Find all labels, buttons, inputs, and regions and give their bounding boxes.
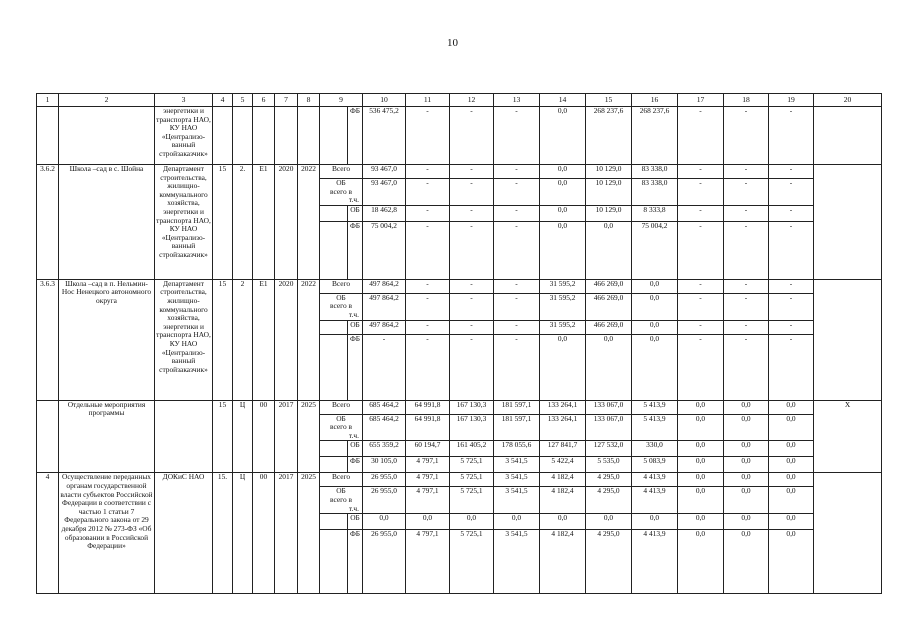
amount-cell: 5 725,1 — [450, 473, 494, 487]
funding-type: Всего — [320, 400, 363, 414]
funding-type: ОБ — [348, 320, 363, 334]
amount-cell: - — [724, 334, 769, 400]
amount-cell: - — [406, 293, 450, 320]
amount-cell: - — [406, 221, 450, 279]
executor: Департамент строительства, жилищно-коммунального хозяйства, энергетики и транспорта НАО, КУ НАО «Централизо-ванный стройзаказчик» — [155, 279, 213, 400]
amount-cell: 0,0 — [724, 457, 769, 473]
start-year: 2017 — [275, 400, 298, 473]
amount-cell: 0,0 — [363, 514, 406, 530]
amount-cell: - — [769, 221, 814, 279]
amount-cell: - — [363, 334, 406, 400]
amount-cell: - — [406, 107, 450, 165]
code-program: 15 — [213, 279, 233, 400]
column-number: 20 — [814, 94, 882, 107]
amount-cell: - — [678, 334, 724, 400]
amount-cell: 4 295,0 — [586, 530, 632, 594]
including-label: т.ч. — [348, 309, 359, 319]
amount-cell: 0,0 — [724, 414, 769, 441]
amount-cell: 8 333,8 — [632, 205, 678, 221]
amount-cell: - — [494, 320, 540, 334]
amount-cell: 497 864,2 — [363, 320, 406, 334]
amount-cell: 4 182,4 — [540, 530, 586, 594]
executor: ДОКиС НАО — [155, 473, 213, 594]
amount-cell: 127 841,7 — [540, 441, 586, 457]
item-number: 3.6.2 — [37, 165, 59, 280]
amount-cell: 0,0 — [678, 473, 724, 487]
amount-cell: 133 264,1 — [540, 414, 586, 441]
amount-cell: 4 797,1 — [406, 530, 450, 594]
amount-cell: 0,0 — [724, 473, 769, 487]
amount-cell: 0,0 — [586, 514, 632, 530]
code-subprogram: Ц — [233, 473, 253, 594]
amount-cell: 0,0 — [724, 441, 769, 457]
including-label: т.ч. — [348, 430, 359, 440]
amount-cell: 3 541,5 — [494, 487, 540, 514]
item-number — [37, 400, 59, 473]
amount-cell: - — [724, 293, 769, 320]
column-number: 7 — [275, 94, 298, 107]
amount-cell: 4 413,9 — [632, 473, 678, 487]
funding-spacer — [320, 107, 348, 165]
amount-cell: 167 130,3 — [450, 414, 494, 441]
code-subprogram: 2 — [233, 279, 253, 400]
funding-type: ОБ — [348, 514, 363, 530]
item-name: Отдельные мероприятия программы — [59, 400, 155, 473]
column-number: 8 — [298, 94, 320, 107]
amount-cell: 5 725,1 — [450, 457, 494, 473]
amount-cell: - — [494, 107, 540, 165]
amount-cell: - — [724, 179, 769, 206]
amount-cell: 497 864,2 — [363, 279, 406, 293]
amount-cell: 0,0 — [769, 441, 814, 457]
funding-spacer — [320, 530, 348, 594]
amount-cell: 4 797,1 — [406, 487, 450, 514]
start-year: 2020 — [275, 279, 298, 400]
amount-cell: 0,0 — [678, 457, 724, 473]
code-project: Е1 — [253, 165, 275, 280]
code-project — [253, 107, 275, 165]
amount-cell: 26 955,0 — [363, 530, 406, 594]
end-year: 2025 — [298, 400, 320, 473]
funding-type — [320, 487, 363, 514]
funding-spacer — [320, 320, 348, 334]
item-number — [37, 107, 59, 165]
amount-cell: 5 725,1 — [450, 487, 494, 514]
amount-cell: 0,0 — [540, 514, 586, 530]
column-number: 2 — [59, 94, 155, 107]
funding-type: ФБ — [348, 530, 363, 594]
amount-cell: - — [769, 279, 814, 293]
start-year: 2017 — [275, 473, 298, 594]
amount-cell: 685 464,2 — [363, 414, 406, 441]
column-number: 9 — [320, 94, 363, 107]
amount-cell: 127 532,0 — [586, 441, 632, 457]
funding-spacer — [320, 514, 348, 530]
column-number: 16 — [632, 94, 678, 107]
funding-type-text: ОБ всего в — [330, 486, 352, 504]
amount-cell: 10 129,0 — [586, 205, 632, 221]
executor — [155, 400, 213, 473]
amount-cell: - — [450, 221, 494, 279]
amount-cell: - — [769, 205, 814, 221]
end-year: 2022 — [298, 279, 320, 400]
amount-cell: 0,0 — [632, 293, 678, 320]
amount-cell: - — [494, 205, 540, 221]
item-name: Школа –сад в с. Шойна — [59, 165, 155, 280]
amount-cell: 83 338,0 — [632, 165, 678, 179]
amount-cell: 161 405,2 — [450, 441, 494, 457]
amount-cell: 10 129,0 — [586, 165, 632, 179]
amount-cell: - — [450, 334, 494, 400]
amount-cell: 93 467,0 — [363, 165, 406, 179]
code-project: 00 — [253, 473, 275, 594]
note-cell — [814, 165, 882, 280]
amount-cell: - — [678, 107, 724, 165]
amount-cell: - — [678, 279, 724, 293]
amount-cell: - — [450, 165, 494, 179]
amount-cell: 0,0 — [769, 530, 814, 594]
amount-cell: - — [450, 320, 494, 334]
amount-cell: 0,0 — [724, 400, 769, 414]
amount-cell: 4 182,4 — [540, 487, 586, 514]
header-row — [37, 94, 882, 107]
amount-cell: 26 955,0 — [363, 487, 406, 514]
amount-cell: 330,0 — [632, 441, 678, 457]
amount-cell: 93 467,0 — [363, 179, 406, 206]
amount-cell: - — [678, 320, 724, 334]
executor: Департамент строительства, жилищно-коммунального хозяйства, энергетики и транспорта НАО, КУ НАО «Централизо-ванный стройзаказчик» — [155, 165, 213, 280]
amount-cell: 64 991,8 — [406, 414, 450, 441]
column-number: 19 — [769, 94, 814, 107]
column-number: 14 — [540, 94, 586, 107]
funding-type: Всего — [320, 279, 363, 293]
funding-type-text: ОБ всего в — [330, 293, 352, 311]
amount-cell: 178 055,6 — [494, 441, 540, 457]
column-number: 6 — [253, 94, 275, 107]
amount-cell: 268 237,6 — [586, 107, 632, 165]
funding-type: ФБ — [348, 457, 363, 473]
code-program — [213, 107, 233, 165]
column-number: 11 — [406, 94, 450, 107]
amount-cell: 0,0 — [450, 514, 494, 530]
amount-cell: 4 295,0 — [586, 473, 632, 487]
funding-type-text: ОБ всего в — [330, 178, 352, 196]
funding-spacer — [320, 334, 348, 400]
amount-cell: - — [494, 293, 540, 320]
amount-cell: - — [678, 221, 724, 279]
amount-cell: - — [769, 165, 814, 179]
amount-cell: 268 237,6 — [632, 107, 678, 165]
page-number: 10 — [447, 37, 458, 49]
amount-cell: 26 955,0 — [363, 473, 406, 487]
column-number: 18 — [724, 94, 769, 107]
amount-cell: - — [678, 179, 724, 206]
amount-cell: - — [406, 279, 450, 293]
amount-cell: - — [769, 320, 814, 334]
column-number: 3 — [155, 94, 213, 107]
amount-cell: 4 797,1 — [406, 473, 450, 487]
amount-cell: - — [450, 293, 494, 320]
amount-cell: - — [769, 107, 814, 165]
funding-spacer — [320, 441, 348, 457]
amount-cell: 3 541,5 — [494, 473, 540, 487]
amount-cell: 18 462,8 — [363, 205, 406, 221]
amount-cell: 60 194,7 — [406, 441, 450, 457]
amount-cell: - — [450, 107, 494, 165]
amount-cell: - — [494, 179, 540, 206]
amount-cell: 83 338,0 — [632, 179, 678, 206]
amount-cell: 5 725,1 — [450, 530, 494, 594]
amount-cell: 5 422,4 — [540, 457, 586, 473]
amount-cell: 133 264,1 — [540, 400, 586, 414]
code-program: 15. — [213, 473, 233, 594]
amount-cell: 10 129,0 — [586, 179, 632, 206]
end-year — [298, 107, 320, 165]
amount-cell: 0,0 — [769, 457, 814, 473]
amount-cell: 0,0 — [724, 514, 769, 530]
column-number: 12 — [450, 94, 494, 107]
code-subprogram — [233, 107, 253, 165]
code-project: Е1 — [253, 279, 275, 400]
budget-table — [36, 93, 882, 594]
amount-cell: - — [724, 205, 769, 221]
amount-cell: 0,0 — [769, 414, 814, 441]
amount-cell: 466 269,0 — [586, 279, 632, 293]
amount-cell: - — [450, 179, 494, 206]
code-program: 15 — [213, 400, 233, 473]
funding-type: ОБ — [348, 205, 363, 221]
amount-cell: 30 105,0 — [363, 457, 406, 473]
funding-type — [320, 414, 363, 441]
amount-cell: 0,0 — [678, 414, 724, 441]
table-row — [37, 165, 882, 179]
amount-cell: 133 067,0 — [586, 414, 632, 441]
funding-type: ФБ — [348, 221, 363, 279]
table-row — [37, 107, 882, 165]
amount-cell: 0,0 — [724, 487, 769, 514]
funding-spacer — [320, 205, 348, 221]
amount-cell: 4 413,9 — [632, 487, 678, 514]
funding-type: Всего — [320, 473, 363, 487]
start-year: 2020 — [275, 165, 298, 280]
amount-cell: 31 595,2 — [540, 279, 586, 293]
amount-cell: 5 413,9 — [632, 400, 678, 414]
amount-cell: - — [494, 279, 540, 293]
amount-cell: 5 535,0 — [586, 457, 632, 473]
amount-cell: 0,0 — [632, 514, 678, 530]
amount-cell: - — [494, 334, 540, 400]
note-cell — [814, 107, 882, 165]
amount-cell: 4 182,4 — [540, 473, 586, 487]
amount-cell: 655 359,2 — [363, 441, 406, 457]
amount-cell: 0,0 — [540, 107, 586, 165]
executor: энергетики и транспорта НАО, КУ НАО «Централизо-ванный стройзаказчик» — [155, 107, 213, 165]
amount-cell: 0,0 — [678, 530, 724, 594]
end-year: 2025 — [298, 473, 320, 594]
note-cell — [814, 473, 882, 594]
amount-cell: 0,0 — [540, 179, 586, 206]
column-number: 17 — [678, 94, 724, 107]
amount-cell: 0,0 — [769, 473, 814, 487]
amount-cell: - — [678, 293, 724, 320]
amount-cell: 5 413,9 — [632, 414, 678, 441]
funding-type-text: ОБ всего в — [330, 414, 352, 432]
column-number: 13 — [494, 94, 540, 107]
amount-cell: - — [724, 107, 769, 165]
amount-cell: - — [494, 165, 540, 179]
column-number: 4 — [213, 94, 233, 107]
amount-cell: - — [406, 205, 450, 221]
table-row — [37, 279, 882, 293]
amount-cell: 31 595,2 — [540, 293, 586, 320]
end-year: 2022 — [298, 165, 320, 280]
item-number: 4 — [37, 473, 59, 594]
item-name: Школа –сад в п. Нельмин-Нос Ненецкого автономного округа — [59, 279, 155, 400]
amount-cell: 31 595,2 — [540, 320, 586, 334]
funding-spacer — [320, 221, 348, 279]
amount-cell: 75 004,2 — [363, 221, 406, 279]
amount-cell: - — [406, 320, 450, 334]
amount-cell: 4 413,9 — [632, 530, 678, 594]
code-subprogram: Ц — [233, 400, 253, 473]
table-row — [37, 400, 882, 414]
amount-cell: 0,0 — [540, 205, 586, 221]
amount-cell: 466 269,0 — [586, 293, 632, 320]
funding-type: ФБ — [348, 107, 363, 165]
amount-cell: - — [769, 334, 814, 400]
amount-cell: 167 130,3 — [450, 400, 494, 414]
column-number: 15 — [586, 94, 632, 107]
amount-cell: - — [678, 165, 724, 179]
amount-cell: 133 067,0 — [586, 400, 632, 414]
amount-cell: 181 597,1 — [494, 414, 540, 441]
amount-cell: 4 797,1 — [406, 457, 450, 473]
amount-cell: - — [724, 279, 769, 293]
funding-type: ФБ — [348, 334, 363, 400]
amount-cell: 0,0 — [678, 400, 724, 414]
amount-cell: 0,0 — [586, 334, 632, 400]
amount-cell: 64 991,8 — [406, 400, 450, 414]
funding-type: Всего — [320, 165, 363, 179]
amount-cell: - — [724, 221, 769, 279]
code-subprogram: 2. — [233, 165, 253, 280]
amount-cell: 0,0 — [632, 334, 678, 400]
funding-type — [320, 179, 363, 206]
code-project: 00 — [253, 400, 275, 473]
amount-cell: - — [406, 334, 450, 400]
amount-cell: - — [450, 279, 494, 293]
amount-cell: 0,0 — [724, 530, 769, 594]
column-number: 1 — [37, 94, 59, 107]
note-cell: Х — [814, 400, 882, 473]
amount-cell: 0,0 — [678, 514, 724, 530]
including-label: т.ч. — [348, 503, 359, 513]
amount-cell: - — [769, 293, 814, 320]
note-cell — [814, 279, 882, 400]
amount-cell: 181 597,1 — [494, 400, 540, 414]
amount-cell: 0,0 — [769, 487, 814, 514]
amount-cell: 0,0 — [494, 514, 540, 530]
item-number: 3.6.3 — [37, 279, 59, 400]
amount-cell: 0,0 — [540, 165, 586, 179]
amount-cell: 0,0 — [540, 334, 586, 400]
funding-spacer — [320, 457, 348, 473]
item-name — [59, 107, 155, 165]
amount-cell: 0,0 — [540, 221, 586, 279]
amount-cell: 466 269,0 — [586, 320, 632, 334]
amount-cell: 0,0 — [586, 221, 632, 279]
amount-cell: 0,0 — [406, 514, 450, 530]
amount-cell: 0,0 — [632, 279, 678, 293]
amount-cell: 75 004,2 — [632, 221, 678, 279]
amount-cell: 3 541,5 — [494, 530, 540, 594]
amount-cell: 5 083,9 — [632, 457, 678, 473]
funding-type — [320, 293, 363, 320]
amount-cell: - — [724, 165, 769, 179]
amount-cell: - — [769, 179, 814, 206]
amount-cell: 4 295,0 — [586, 487, 632, 514]
amount-cell: 3 541,5 — [494, 457, 540, 473]
code-program: 15 — [213, 165, 233, 280]
amount-cell: 0,0 — [632, 320, 678, 334]
amount-cell: 685 464,2 — [363, 400, 406, 414]
table-row — [37, 473, 882, 487]
item-name: Осуществление переданных органам государственной власти субъектов Российской Федерации в соответствии с частью 1 статьи 7 Федерального закона от 29 декабря 2012 № 273-ФЗ «Об образовании в Российской Федерации» — [59, 473, 155, 594]
amount-cell: 0,0 — [678, 487, 724, 514]
amount-cell: - — [406, 165, 450, 179]
amount-cell: - — [450, 205, 494, 221]
amount-cell: - — [724, 320, 769, 334]
column-number: 5 — [233, 94, 253, 107]
amount-cell: - — [494, 221, 540, 279]
amount-cell: - — [406, 179, 450, 206]
column-number: 10 — [363, 94, 406, 107]
funding-type: ОБ — [348, 441, 363, 457]
amount-cell: 536 475,2 — [363, 107, 406, 165]
including-label: т.ч. — [348, 195, 359, 205]
amount-cell: 0,0 — [678, 441, 724, 457]
amount-cell: 0,0 — [769, 514, 814, 530]
amount-cell: - — [678, 205, 724, 221]
amount-cell: 0,0 — [769, 400, 814, 414]
amount-cell: 497 864,2 — [363, 293, 406, 320]
start-year — [275, 107, 298, 165]
